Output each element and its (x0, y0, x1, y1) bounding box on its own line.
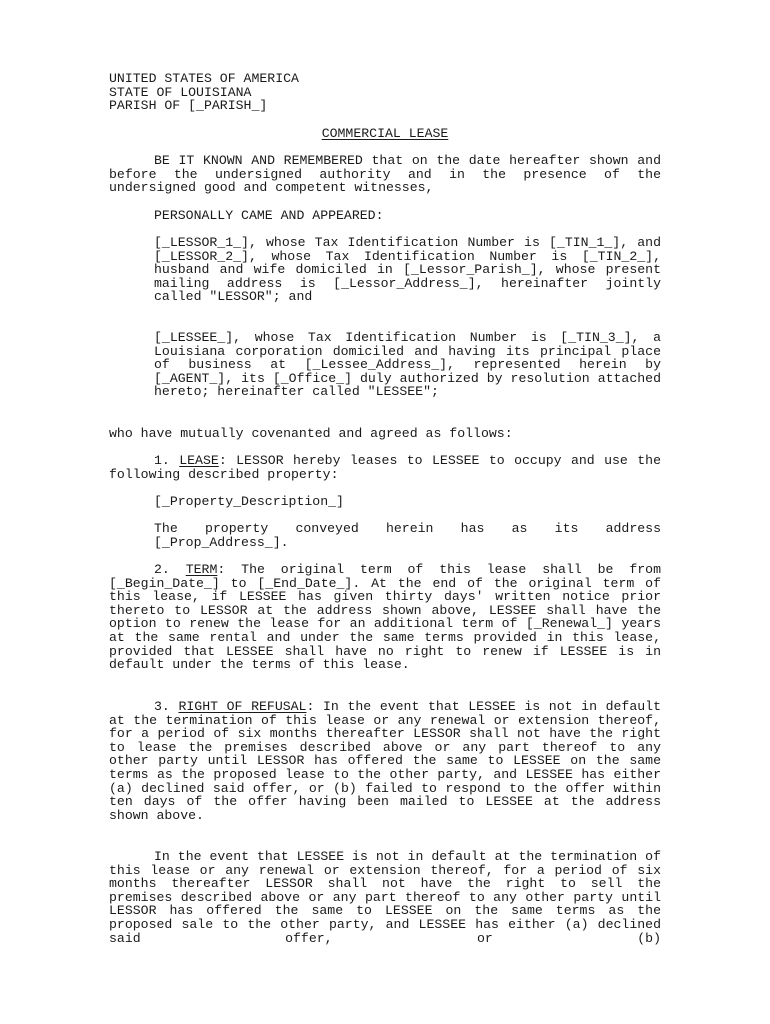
property-address: The property conveyed herein has as its address [_Prop_Address_]. (154, 521, 661, 550)
section-1-heading: LEASE (179, 453, 219, 468)
property-description: [_Property_Description_] (154, 494, 344, 509)
intro-paragraph (109, 154, 661, 195)
covenant-line: who have mutually covenanted and agreed as follows: (109, 426, 513, 441)
section-3-text: In the event that LESSEE is not in default at the termination of this lease or any renewal or extension thereof, for a period of six months thereafter LESSOR shall not have the right to lease the premises described above or any part thereof to any other party until LESSOR has offered the same to LESSEE on the same terms as the proposed lease to the other party, and LESSEE has either (a) declined said offer, or (b) failed to respond to the offer within ten days of the offer having been mailed to LESSEE at the address shown above. (109, 699, 661, 823)
section-2-text: The original term of this lease shall be from [_Begin_Date_] to [_End_Date_]. At the end of the original term of this lease, if LESSEE has given thirty days' written notice prior thereto to LESSOR at the address shown above, LESSEE shall have the option to renew the lease for an additional term of [_Renewal_] years at the same rental and under the same terms provided in this lease, provided that LESSEE shall have no right to renew if LESSEE is in default under the terms of this lease. (109, 562, 662, 673)
intro-text: BE IT KNOWN AND REMEMBERED that on the date hereafter shown and before the undersigned authority and in the presence of the undersigned good and competent witnesses, (109, 153, 661, 196)
header-parish: PARISH OF [_PARISH_] (109, 98, 268, 114)
section-2-heading: TERM (185, 562, 218, 577)
lessor-paragraph: [_LESSOR_1_], whose Tax Identification Number is [_TIN_1_], and [_LESSOR_2_], whose Tax Identification Number is [_TIN_2_], husband and wife domiciled in [_Lessor_Parish_], whose present mailing address is [_Lessor_Address_], hereinafter jointly called "LESSOR"; and (154, 235, 661, 305)
section-3-number: 3. (154, 699, 170, 714)
section-3-heading: RIGHT OF REFUSAL (178, 699, 307, 714)
document-title-wrap (109, 127, 661, 141)
section-2-number: 2. (154, 562, 170, 577)
document-header (109, 72, 661, 113)
section-3-paragraph-2 (109, 850, 661, 945)
section-1-text: LESSOR hereby leases to LESSEE to occupy and use the following described property: (109, 453, 661, 482)
section-3-text-2: In the event that LESSEE is not in default at the termination of this lease or any renewal or extension thereof, for a period of six months thereafter LESSOR shall not have the right to sell the premises described above or any part thereof to any other party until LESSOR has offered the same to LESSEE on the same terms as the proposed sale to the other party, and LESSEE has either (a) declined said offer, or (b) (109, 849, 661, 946)
header-state: STATE OF LOUISIANA (109, 84, 252, 100)
section-3-paragraph: 3. RIGHT OF REFUSAL: In the event that LESSEE is not in default at the termination of this lease or any renewal or extension thereof, for a period of six months thereafter LESSOR shall not have the right to lease the premises described above or any part thereof to any other party until LESSOR has offered the same to LESSEE on the same terms as the proposed lease to the other party, and LESSEE has either (a) declined said offer, or (b) failed to respond to the offer within ten days of the offer having been mailed to LESSEE at the address shown above. (109, 699, 661, 823)
header-country: UNITED STATES OF AMERICA (109, 71, 299, 86)
lessee-paragraph: [_LESSEE_], whose Tax Identification Number is [_TIN_3_], a Louisiana corporation domiciled and having its principal place of business at [_Lessee_Address_], represented herein by [_AGENT_], its [_Office_] duly authorized by resolution attached hereto; hereinafter called "LESSEE"; (154, 330, 661, 400)
section-2-paragraph: 2. TERM: The original term of this lease shall be from [_Begin_Date_] to [_End_Date_]. At the end of the original term of this lease, if LESSEE has given thirty days' written notice prior thereto to LESSOR at the address shown above, LESSEE shall have the option to renew the lease for an additional term of [_Renewal_] years at the same rental and under the same terms provided in this lease, provided that LESSEE shall have no right to renew if LESSEE is in default under the terms of this lease. (109, 562, 662, 673)
document-title: COMMERCIAL LEASE (321, 126, 449, 141)
section-1-paragraph: 1. LEASE: LESSOR hereby leases to LESSEE to occupy and use the following described property: (109, 453, 661, 482)
section-1-number: 1. (154, 453, 170, 468)
personally-appeared: PERSONALLY CAME AND APPEARED: (154, 208, 384, 223)
